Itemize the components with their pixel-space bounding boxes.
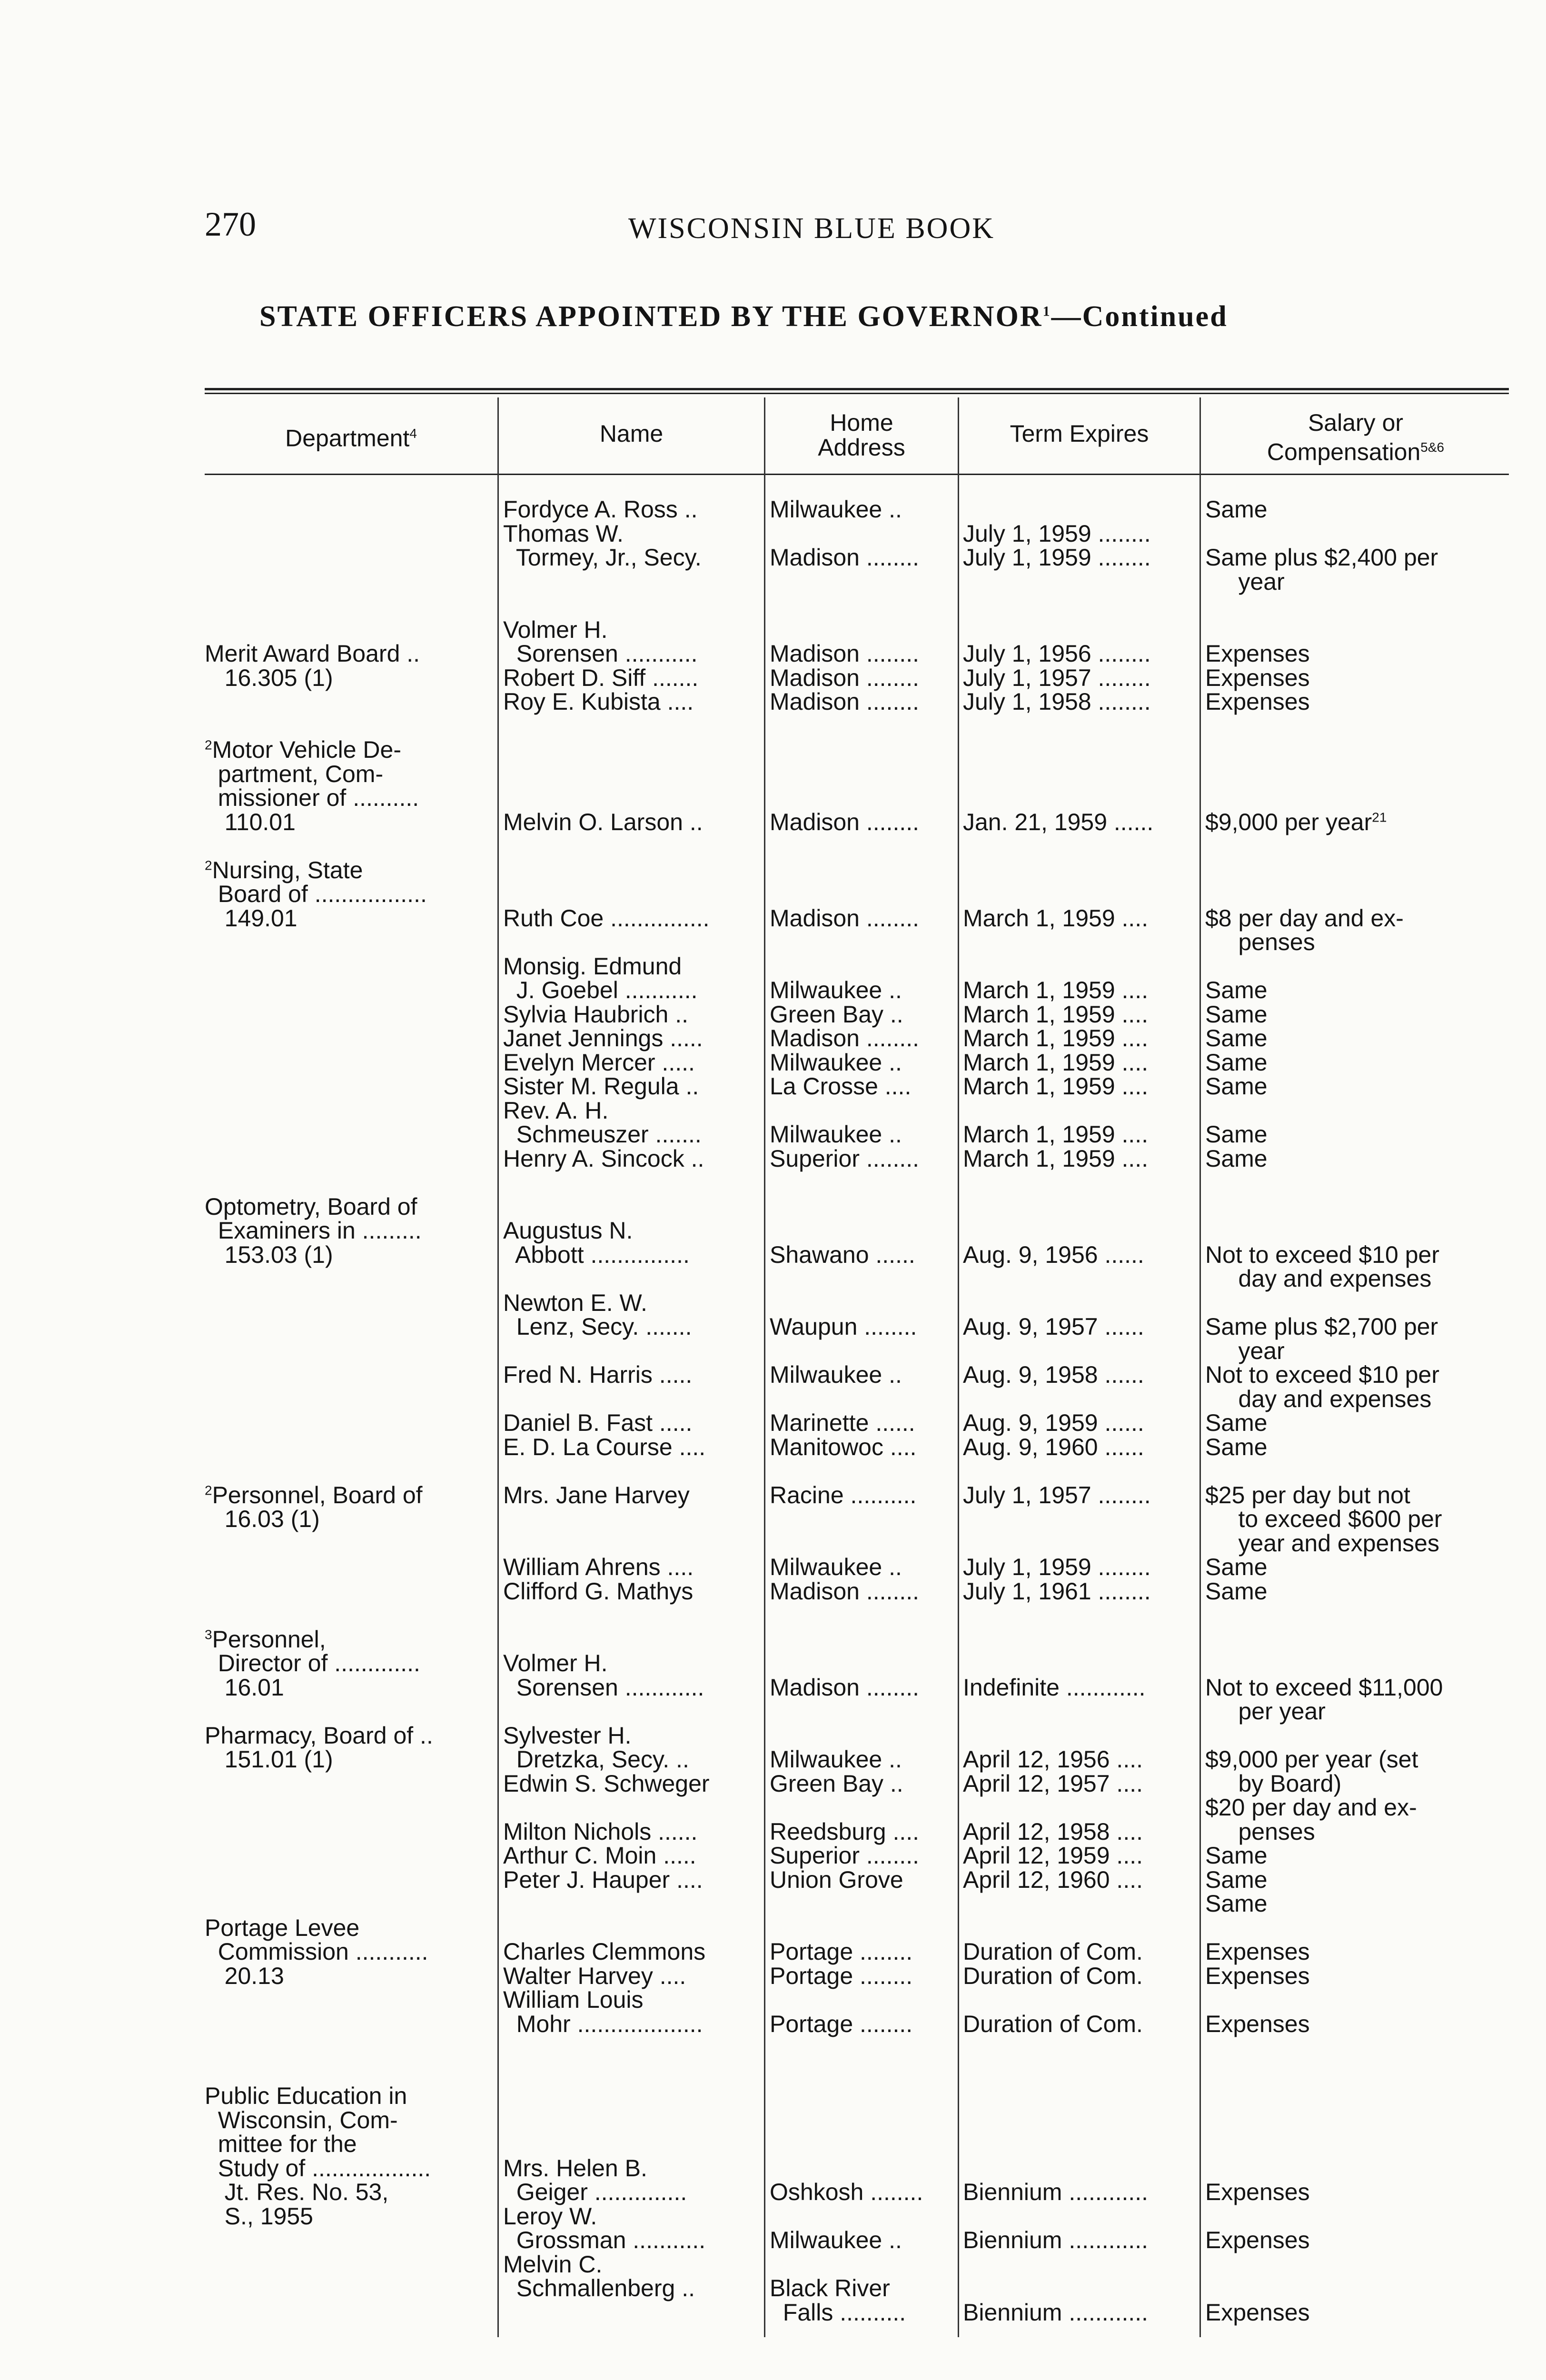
department-cell: 16.01: [205, 1674, 284, 1701]
name-cell: Ruth Coe ...............: [503, 904, 710, 932]
salary-cell: year: [1205, 1337, 1285, 1364]
term-cell: July 1, 1959 ........: [963, 544, 1151, 571]
department-cell: Pharmacy, Board of ..: [205, 1722, 433, 1749]
name-cell: Mrs. Jane Harvey: [503, 1481, 690, 1508]
address-cell: Green Bay ..: [770, 1001, 903, 1028]
department-cell: 153.03 (1): [205, 1241, 333, 1268]
term-cell: Indefinite ............: [963, 1674, 1146, 1701]
address-cell: Madison ........: [770, 1577, 920, 1605]
subtitle-suffix: —Continued: [1051, 300, 1228, 333]
name-cell: Roy E. Kubista ....: [503, 688, 694, 715]
name-cell: William Ahrens ....: [503, 1554, 694, 1580]
salary-cell: Same: [1205, 1577, 1268, 1605]
salary-cell: year: [1205, 568, 1285, 595]
footnote-ref: 2: [205, 857, 212, 873]
home-address-header-line1: Home: [830, 409, 893, 436]
address-cell: Madison ........: [770, 664, 920, 691]
term-cell: Duration of Com.: [963, 2010, 1143, 2037]
footnote-ref: 3: [205, 1626, 212, 1642]
salary-cell: Expenses: [1205, 640, 1310, 667]
address-cell: Milwaukee ..: [770, 1554, 902, 1580]
address-cell: Oshkosh ........: [770, 2179, 923, 2205]
salary-cell: $9,000 per year (set: [1205, 1746, 1418, 1773]
department-cell: Board of .................: [205, 881, 427, 907]
department-cell: Portage Levee: [205, 1914, 360, 1941]
address-cell: Milwaukee ..: [770, 1746, 902, 1773]
term-cell: April 12, 1956 ....: [963, 1746, 1143, 1773]
name-cell: Augustus N.: [503, 1217, 633, 1244]
salary-cell: year and expenses: [1205, 1529, 1439, 1557]
salary-cell: to exceed $600 per: [1205, 1506, 1442, 1532]
term-cell: Aug. 9, 1957 ......: [963, 1313, 1144, 1340]
salary-cell: Expenses: [1205, 2179, 1310, 2205]
name-cell: Sylvia Haubrich ..: [503, 1001, 689, 1028]
salary-cell: Same: [1205, 1001, 1268, 1028]
term-cell: March 1, 1959 ....: [963, 904, 1149, 932]
term-cell: Aug. 9, 1956 ......: [963, 1241, 1144, 1268]
term-cell: July 1, 1959 ........: [963, 1554, 1151, 1580]
term-cell: March 1, 1959 ....: [963, 1025, 1149, 1051]
name-cell: Mrs. Helen B.: [503, 2154, 647, 2182]
name-cell: Sylvester H.: [503, 1722, 632, 1749]
name-cell: Tormey, Jr., Secy.: [503, 544, 702, 571]
salary-cell: Not to exceed $11,000: [1205, 1674, 1443, 1701]
department-cell: Merit Award Board ..: [205, 640, 420, 667]
salary-cell: penses: [1205, 1818, 1315, 1845]
address-cell: Milwaukee ..: [770, 977, 902, 1003]
address-cell: Superior ........: [770, 1145, 920, 1172]
address-cell: Madison ........: [770, 1674, 920, 1701]
name-cell: Leroy W.: [503, 2202, 597, 2230]
term-cell: July 1, 1958 ........: [963, 688, 1151, 715]
address-cell: Milwaukee ..: [770, 1121, 902, 1148]
term-cell: Duration of Com.: [963, 1938, 1143, 1965]
department-cell: 16.305 (1): [205, 664, 333, 691]
name-cell: Thomas W.: [503, 520, 624, 547]
salary-header-line1: Salary or: [1308, 409, 1404, 436]
name-cell: Schmallenberg ..: [503, 2275, 695, 2301]
address-cell: Milwaukee ..: [770, 2227, 902, 2253]
term-cell: March 1, 1959 ....: [963, 1073, 1149, 1100]
page-number: 270: [205, 205, 256, 243]
term-cell: April 12, 1958 ....: [963, 1818, 1143, 1845]
salary-cell: day and expenses: [1205, 1385, 1432, 1412]
department-cell: Examiners in .........: [205, 1217, 422, 1244]
salary-cell: per year: [1205, 1698, 1326, 1725]
name-cell: Geiger ..............: [503, 2179, 687, 2205]
name-cell: Clifford G. Mathys: [503, 1577, 694, 1605]
name-cell: William Louis: [503, 1986, 644, 2013]
address-cell: Madison ........: [770, 544, 920, 571]
salary-cell: Same: [1205, 977, 1268, 1003]
name-cell: Abbott ...............: [503, 1241, 690, 1268]
salary-cell: Same: [1205, 1866, 1268, 1893]
salary-cell: Expenses: [1205, 1938, 1310, 1965]
term-cell: April 12, 1959 ....: [963, 1842, 1143, 1869]
department-cell: partment, Com-: [205, 760, 384, 787]
footnote-ref: 2: [205, 737, 212, 753]
salary-cell: Same plus $2,700 per: [1205, 1313, 1438, 1340]
address-cell: Portage ........: [770, 1962, 913, 1989]
name-cell: Newton E. W.: [503, 1289, 647, 1316]
footnote-ref: 2: [205, 1482, 212, 1497]
term-cell: Aug. 9, 1958 ......: [963, 1361, 1144, 1388]
address-cell: Milwaukee ..: [770, 1049, 902, 1076]
salary-cell: Same: [1205, 1842, 1268, 1869]
name-cell: J. Goebel ...........: [503, 977, 698, 1003]
salary-cell: $20 per day and ex-: [1205, 1794, 1417, 1821]
name-cell: Henry A. Sincock ..: [503, 1145, 704, 1172]
department-cell: Public Education in: [205, 2082, 407, 2109]
name-cell: Edwin S. Schweger: [503, 1770, 710, 1797]
salary-header-line2-text: Compensation: [1267, 438, 1421, 466]
salary-cell: Same: [1205, 1049, 1268, 1076]
address-cell: Marinette ......: [770, 1409, 915, 1436]
department-header-text: Department: [285, 425, 410, 452]
name-cell: E. D. La Course ....: [503, 1433, 706, 1460]
term-cell: Aug. 9, 1960 ......: [963, 1433, 1144, 1460]
address-cell: Madison ........: [770, 904, 920, 932]
name-cell: Milton Nichols ......: [503, 1818, 698, 1845]
salary-cell: $25 per day but not: [1205, 1481, 1410, 1508]
address-cell: Madison ........: [770, 688, 920, 715]
salary-cell: Same: [1205, 1025, 1268, 1051]
address-cell: Portage ........: [770, 1938, 913, 1965]
name-cell: Volmer H.: [503, 616, 608, 643]
name-cell: Volmer H.: [503, 1650, 608, 1676]
address-cell: Superior ........: [770, 1842, 920, 1869]
name-cell: Fred N. Harris .....: [503, 1361, 693, 1388]
footnote-ref: 21: [1372, 809, 1387, 824]
department-cell: Optometry, Board of: [205, 1193, 417, 1220]
salary-cell: Same: [1205, 1409, 1268, 1436]
address-cell: Madison ........: [770, 1025, 920, 1051]
name-cell: Schmeuszer .......: [503, 1121, 702, 1148]
address-cell: Falls ..........: [770, 2299, 906, 2326]
address-cell: Black River: [770, 2275, 890, 2301]
name-cell: Peter J. Hauper ....: [503, 1866, 703, 1893]
department-cell: Director of .............: [205, 1650, 420, 1676]
salary-cell: Same: [1205, 1554, 1268, 1580]
salary-cell: day and expenses: [1205, 1265, 1432, 1292]
name-cell: Sister M. Regula ..: [503, 1073, 699, 1100]
salary-cell: Expenses: [1205, 2299, 1310, 2326]
department-cell: $^2$Personnel, Board of: [205, 1481, 423, 1508]
department-cell: 151.01 (1): [205, 1746, 333, 1773]
term-cell: March 1, 1959 ....: [963, 1049, 1149, 1076]
term-cell: Jan. 21, 1959 ......: [963, 808, 1154, 835]
name-cell: Evelyn Mercer .....: [503, 1049, 695, 1076]
department-cell: $^2$Motor Vehicle De-: [205, 736, 401, 763]
term-cell: March 1, 1959 ....: [963, 1001, 1149, 1028]
salary-cell: Expenses: [1205, 2010, 1310, 2037]
address-cell: Milwaukee ..: [770, 496, 902, 523]
salary-cell: Same: [1205, 1073, 1268, 1100]
department-cell: 149.01: [205, 904, 297, 932]
name-cell: Charles Clemmons: [503, 1938, 706, 1965]
subtitle-main: STATE OFFICERS APPOINTED BY THE GOVERNOR: [259, 300, 1043, 333]
address-cell: Racine ..........: [770, 1481, 917, 1508]
department-footnote-ref: 4: [409, 426, 417, 441]
salary-cell: Not to exceed $10 per: [1205, 1241, 1439, 1268]
name-cell: Rev. A. H.: [503, 1097, 609, 1124]
salary-cell: Same: [1205, 1890, 1268, 1917]
address-cell: Madison ........: [770, 808, 920, 835]
term-cell: March 1, 1959 ....: [963, 1145, 1149, 1172]
salary-cell: by Board): [1205, 1770, 1342, 1797]
home-address-header-line2: Address: [818, 434, 905, 461]
term-cell: July 1, 1957 ........: [963, 1481, 1151, 1508]
name-cell: Sorensen ...........: [503, 640, 698, 667]
term-cell: April 12, 1960 ....: [963, 1866, 1143, 1893]
term-cell: July 1, 1959 ........: [963, 520, 1151, 547]
name-cell: Robert D. Siff .......: [503, 664, 699, 691]
address-cell: Waupun ........: [770, 1313, 917, 1340]
name-cell: Arthur C. Moin .....: [503, 1842, 696, 1869]
salary-cell: penses: [1205, 929, 1315, 955]
term-cell: Aug. 9, 1959 ......: [963, 1409, 1144, 1436]
department-cell: 16.03 (1): [205, 1506, 320, 1532]
term-cell: July 1, 1961 ........: [963, 1577, 1151, 1605]
salary-cell: Same plus $2,400 per: [1205, 544, 1438, 571]
address-cell: Manitowoc ....: [770, 1433, 917, 1460]
salary-cell: Same: [1205, 1145, 1268, 1172]
name-cell: Dretzka, Secy. ..: [503, 1746, 689, 1773]
salary-cell: Expenses: [1205, 688, 1310, 715]
term-cell: July 1, 1956 ........: [963, 640, 1151, 667]
name-cell: Walter Harvey ....: [503, 1962, 686, 1989]
salary-cell: $9,000 per year$^{21}$: [1205, 808, 1387, 835]
address-cell: Union Grove: [770, 1866, 903, 1893]
term-cell: April 12, 1957 ....: [963, 1770, 1143, 1797]
address-cell: Milwaukee ..: [770, 1361, 902, 1388]
salary-footnote-ref: 5&6: [1420, 440, 1445, 455]
department-cell: Study of ..................: [205, 2154, 431, 2182]
salary-cell: Expenses: [1205, 1962, 1310, 1989]
column-header-term-expires: Term Expires: [1010, 420, 1149, 447]
address-cell: La Crosse ....: [770, 1073, 912, 1100]
term-cell: Duration of Com.: [963, 1962, 1143, 1989]
term-cell: Biennium ............: [963, 2179, 1149, 2205]
name-cell: Janet Jennings .....: [503, 1025, 703, 1051]
address-cell: Madison ........: [770, 640, 920, 667]
term-cell: March 1, 1959 ....: [963, 1121, 1149, 1148]
column-header-name: Name: [599, 420, 664, 447]
salary-cell: Expenses: [1205, 2227, 1310, 2253]
name-cell: Grossman ...........: [503, 2227, 706, 2253]
department-cell: mittee for the: [205, 2131, 357, 2157]
department-cell: $^2$Nursing, State: [205, 856, 363, 883]
name-cell: Sorensen ............: [503, 1674, 704, 1701]
name-cell: Lenz, Secy. .......: [503, 1313, 692, 1340]
salary-cell: Expenses: [1205, 664, 1310, 691]
salary-cell: $8 per day and ex-: [1205, 904, 1404, 932]
term-cell: March 1, 1959 ....: [963, 977, 1149, 1003]
term-cell: July 1, 1957 ........: [963, 664, 1151, 691]
department-cell: $^3$Personnel,: [205, 1626, 326, 1653]
department-cell: S., 1955: [205, 2202, 313, 2230]
subtitle-footnote-ref: 1: [1042, 303, 1051, 319]
salary-cell: Same: [1205, 1121, 1268, 1148]
salary-cell: Not to exceed $10 per: [1205, 1361, 1439, 1388]
name-cell: Monsig. Edmund: [503, 952, 682, 980]
department-cell: Wisconsin, Com-: [205, 2106, 398, 2133]
name-cell: Daniel B. Fast .....: [503, 1409, 693, 1436]
address-cell: Green Bay ..: [770, 1770, 903, 1797]
name-cell: Melvin O. Larson ..: [503, 808, 703, 835]
address-cell: Portage ........: [770, 2010, 913, 2037]
department-cell: Commission ...........: [205, 1938, 428, 1965]
term-cell: Biennium ............: [963, 2299, 1149, 2326]
name-cell: Mohr ...................: [503, 2010, 703, 2037]
department-cell: missioner of ..........: [205, 784, 419, 811]
name-cell: Fordyce A. Ross ..: [503, 496, 698, 523]
term-cell: Biennium ............: [963, 2227, 1149, 2253]
salary-cell: Same: [1205, 496, 1268, 523]
address-cell: Reedsburg ....: [770, 1818, 920, 1845]
address-cell: Shawano ......: [770, 1241, 915, 1268]
department-cell: 110.01: [205, 808, 296, 835]
salary-cell: Same: [1205, 1433, 1268, 1460]
department-cell: 20.13: [205, 1962, 284, 1989]
name-cell: Melvin C.: [503, 2251, 603, 2278]
department-cell: Jt. Res. No. 53,: [205, 2179, 389, 2205]
book-title: WISCONSIN BLUE BOOK: [628, 212, 995, 245]
